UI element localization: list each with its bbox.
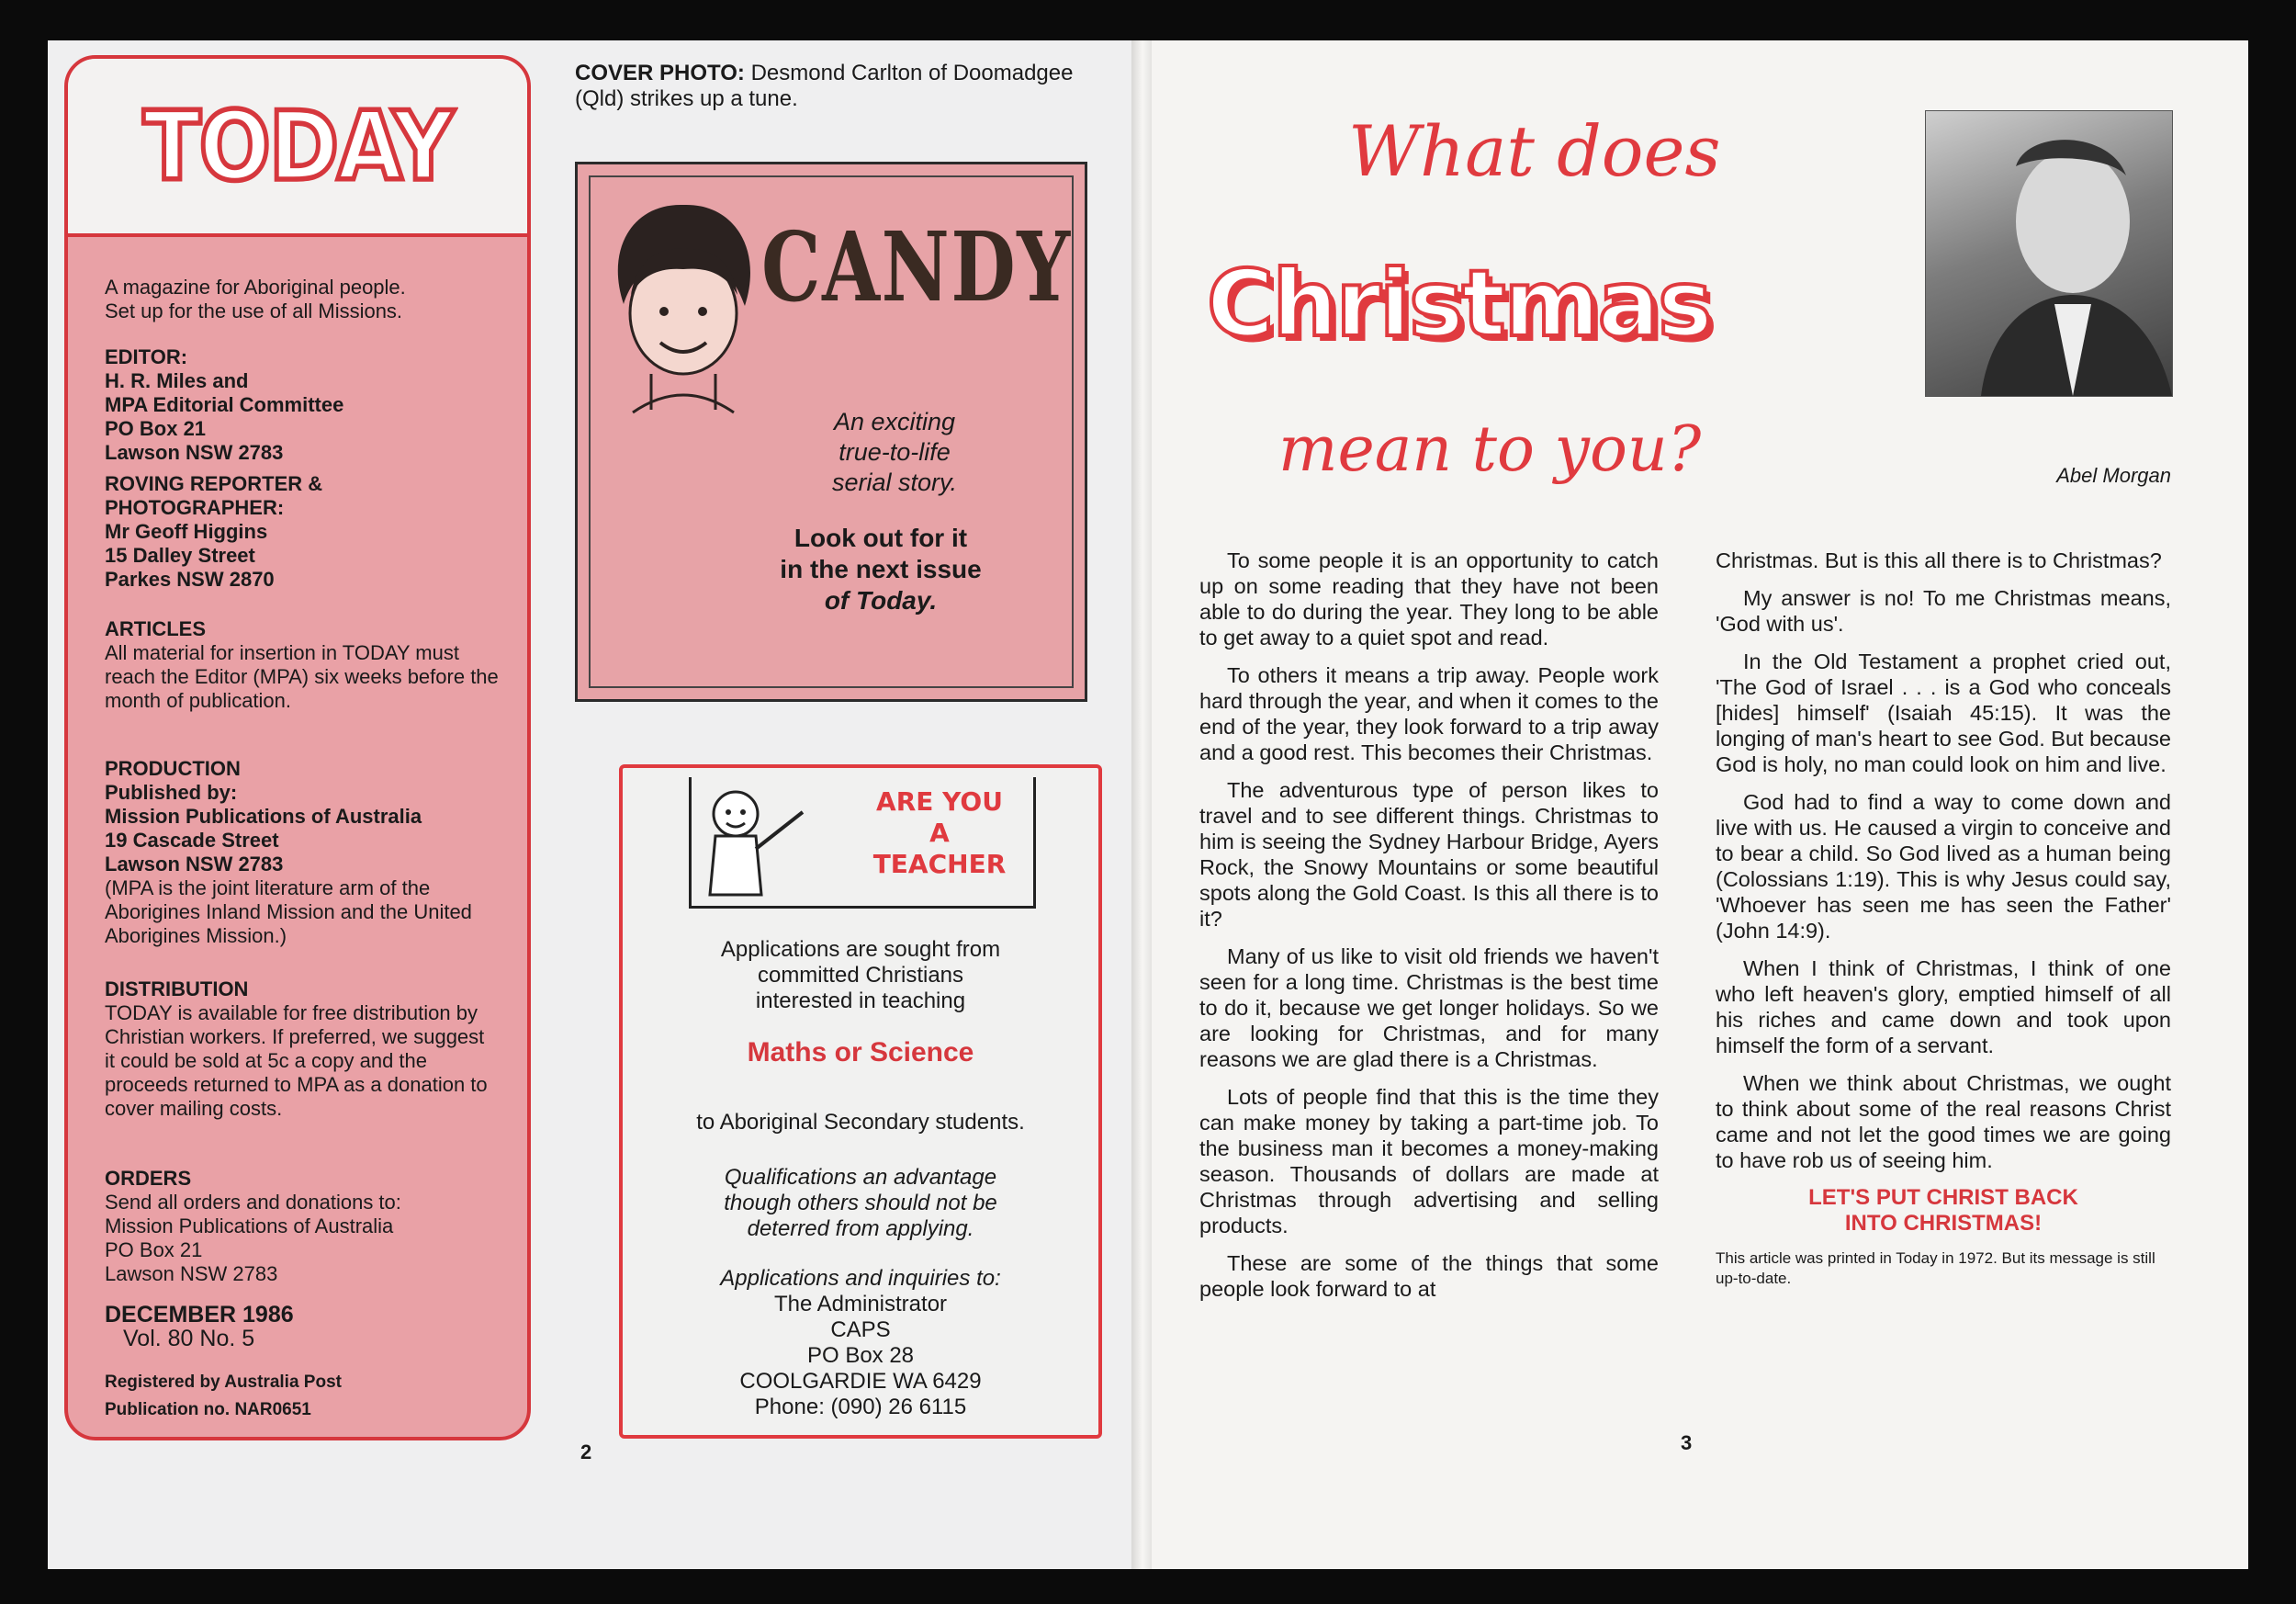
reporter-line: 15 Dalley Street — [105, 544, 255, 567]
reporter-line: Parkes NSW 2870 — [105, 568, 275, 591]
editor-block — [105, 345, 500, 465]
orders-line: Lawson NSW 2783 — [105, 1262, 278, 1285]
teacher-qualifications — [623, 1165, 1098, 1242]
registration-line: Registered by Australia Post — [105, 1372, 342, 1392]
teacher-sign-text — [848, 786, 1031, 880]
production-line: Published by: — [105, 781, 238, 804]
sign-line: A — [929, 818, 950, 848]
candy-lookout-line: in the next issue — [780, 555, 982, 583]
production-block — [105, 757, 500, 948]
registration-line: Publication no. NAR0651 — [105, 1400, 311, 1419]
distribution-text: TODAY is available for free distribution by Christian workers. If preferred, we suggest it could be sold at 5c a copy and the proceeds returned to MPA as a donation to cover mailing costs. — [105, 1001, 488, 1120]
production-line: 19 Cascade Street — [105, 829, 279, 852]
article-footnote: This article was printed in Today in 1972. But its message is still up-to-date. — [1716, 1249, 2155, 1287]
tagline-line: Set up for the use of all Missions. — [105, 299, 403, 322]
orders-label: ORDERS — [105, 1167, 192, 1190]
editor-line: Lawson NSW 2783 — [105, 441, 284, 464]
article-paragraph: God had to find a way to come down and live with us. He caused a virgin to conceive and to bear a child. So God lived as a human being (Colossians 1:19). This is why Jesus could say, 'Whoever has seen me has seen the Father' (John 14:9). — [1716, 790, 2171, 943]
address-line: COOLGARDIE WA 6429 — [739, 1369, 982, 1394]
teacher-intro-line: Applications are sought from — [720, 937, 1001, 962]
blackboard-sign — [689, 777, 1036, 909]
orders-line: PO Box 21 — [105, 1238, 203, 1261]
spine-gutter — [1131, 40, 1152, 1569]
articles-label: ARTICLES — [105, 617, 206, 640]
candy-tagline-line: serial story. — [831, 469, 958, 496]
masthead-tagline — [105, 276, 500, 323]
registration-block — [105, 1369, 500, 1424]
article-paragraph: Christmas. But is this all there is to Christmas? — [1716, 548, 2162, 572]
page-number-right: 3 — [1681, 1431, 1693, 1454]
masthead-logo-band — [68, 59, 527, 237]
issue-volume: Vol. 80 No. 5 — [123, 1326, 255, 1351]
cover-photo-note — [575, 61, 1089, 112]
candy-tagline — [725, 407, 1064, 498]
editor-line: MPA Editorial Committee — [105, 393, 344, 416]
article-paragraph: These are some of the things that some people look forward to at — [1199, 1251, 1659, 1301]
candy-serial-ad — [575, 162, 1087, 702]
article-paragraph: When we think about Christmas, we ought to think about some of the real reasons Christ came and not let the good times we are going to have rob us of seeing him. — [1716, 1071, 2171, 1172]
qualifications-line: though others should not be — [724, 1191, 997, 1215]
teacher-intro — [623, 937, 1098, 1014]
page-number-left: 2 — [580, 1440, 592, 1463]
articles-block — [105, 617, 500, 713]
teacher-address — [623, 1266, 1098, 1420]
article-paragraph: In the Old Testament a prophet cried out, 'The God of Israel . . . is a God who conceals [hides] himself' (Isaiah 45:15). It was the longing of man's heart to see God. But because God is holy, no man could look on him and live. — [1716, 650, 2171, 776]
orders-block — [105, 1167, 500, 1286]
editor-label: EDITOR: — [105, 345, 188, 368]
portrait-photo-icon — [1926, 111, 2172, 396]
headline-mean-to-you: mean to you? — [1278, 413, 1702, 486]
orders-line: Send all orders and donations to: — [105, 1191, 401, 1214]
photo-caption: Abel Morgan — [2056, 464, 2171, 487]
candy-lookout-line: Look out for it — [793, 524, 968, 552]
teacher-subject: Maths or Science — [747, 1037, 974, 1067]
qualifications-line: Qualifications an advantage — [724, 1165, 997, 1190]
issue-block — [105, 1303, 500, 1350]
candy-tagline-line: true-to-life — [838, 438, 951, 466]
teacher-intro-line: committed Christians — [757, 963, 964, 988]
cover-photo-label: COVER PHOTO: — [575, 61, 745, 85]
call-to-action-line: INTO CHRISTMAS! — [1844, 1211, 2043, 1236]
tagline-line: A magazine for Aboriginal people. — [105, 276, 406, 299]
teacher-recruitment-ad — [619, 764, 1102, 1439]
editor-line: PO Box 21 — [105, 417, 207, 440]
article-paragraph: Lots of people find that this is the time they can make money by taking a part-time job. To the business man it becomes a money-making season. Thousands of dollars are made at Christmas through advertising and selling products. — [1199, 1085, 1659, 1237]
call-to-action — [1716, 1185, 2171, 1237]
address-line: CAPS — [830, 1317, 891, 1342]
teacher-intro-line: interested in teaching — [755, 988, 966, 1013]
candy-lookout — [697, 523, 1064, 616]
articles-text: All material for insertion in TODAY must reach the Editor (MPA) six weeks before the month of publication. — [105, 641, 499, 712]
sign-line: ARE YOU — [876, 786, 1003, 817]
sign-line: TEACHER — [872, 849, 1007, 879]
issue-date: DECEMBER 1986 — [105, 1302, 294, 1327]
article-paragraph: The adventurous type of person likes to travel and to see different things. Christmas to him is seeing the Sydney Harbour Bridge, Ayers Rock, the Snowy Mountains or some beautiful spots along the Gold Coast. Is this all there is to it? — [1199, 778, 1659, 931]
production-line: Lawson NSW 2783 — [105, 853, 284, 875]
production-note: (MPA is the joint literature arm of the Aborigines Inland Mission and the United Aborigines Mission.) — [105, 876, 472, 947]
production-label: PRODUCTION — [105, 757, 241, 780]
article-paragraph: Many of us like to visit old friends we haven't seen for a long time. Christmas is the best time to do it, because we get longer holidays. So we are looking for Christmas, and for many reasons we are glad there is a Christmas. — [1199, 944, 1659, 1071]
address-line: Phone: (090) 26 6115 — [754, 1395, 967, 1419]
inquiries-label: Applications and inquiries to: — [720, 1266, 1001, 1291]
reporter-line: Mr Geoff Higgins — [105, 520, 268, 543]
editor-line: H. R. Miles and — [105, 369, 249, 392]
article-paragraph: To others it means a trip away. People work hard through the year, and when it comes to the end of the year, they look forward to a trip away and a good rest. This becomes their Christmas. — [1199, 663, 1659, 764]
abel-morgan-photo — [1925, 110, 2173, 397]
distribution-block — [105, 977, 500, 1121]
cover-photo-text: Desmond Carlton of Doomadgee (Qld) strikes up a tune. — [575, 61, 1074, 111]
article-column-right — [1716, 548, 2171, 1301]
article-paragraph: To some people it is an opportunity to catch up on some reading that they have not been able to do during the year. They long to be able to get away to a quiet spot and read. — [1199, 548, 1659, 650]
girl-portrait-icon — [596, 194, 771, 414]
article-paragraph: When I think of Christmas, I think of one who left heaven's glory, emptied himself of all his riches and came down and took upon himself the form of a servant. — [1716, 956, 2171, 1057]
orders-line: Mission Publications of Australia — [105, 1214, 394, 1237]
qualifications-line: deterred from applying. — [747, 1216, 974, 1241]
masthead-panel — [64, 55, 531, 1440]
headline-christmas: Christmas — [1207, 250, 1711, 357]
distribution-label: DISTRIBUTION — [105, 977, 249, 1000]
candy-title: CANDY — [761, 210, 1072, 323]
teacher-target: to Aboriginal Secondary students. — [696, 1110, 1025, 1135]
today-logo: TODAY — [142, 91, 453, 201]
address-line: PO Box 28 — [806, 1343, 915, 1368]
production-line: Mission Publications of Australia — [105, 805, 422, 828]
reporter-label: ROVING REPORTER & PHOTOGRAPHER: — [105, 472, 323, 519]
article-column-left — [1199, 548, 1659, 1314]
article-paragraph: My answer is no! To me Christmas means, 'God with us'. — [1716, 586, 2171, 636]
teacher-cartoon-icon — [688, 775, 807, 904]
call-to-action-line: LET'S PUT CHRIST BACK — [1808, 1185, 2078, 1210]
candy-tagline-line: An exciting — [833, 408, 956, 435]
candy-lookout-line: of Today. — [824, 586, 938, 615]
headline-what-does: What does — [1348, 110, 1721, 192]
reporter-block — [105, 472, 500, 592]
address-line: The Administrator — [773, 1292, 948, 1316]
